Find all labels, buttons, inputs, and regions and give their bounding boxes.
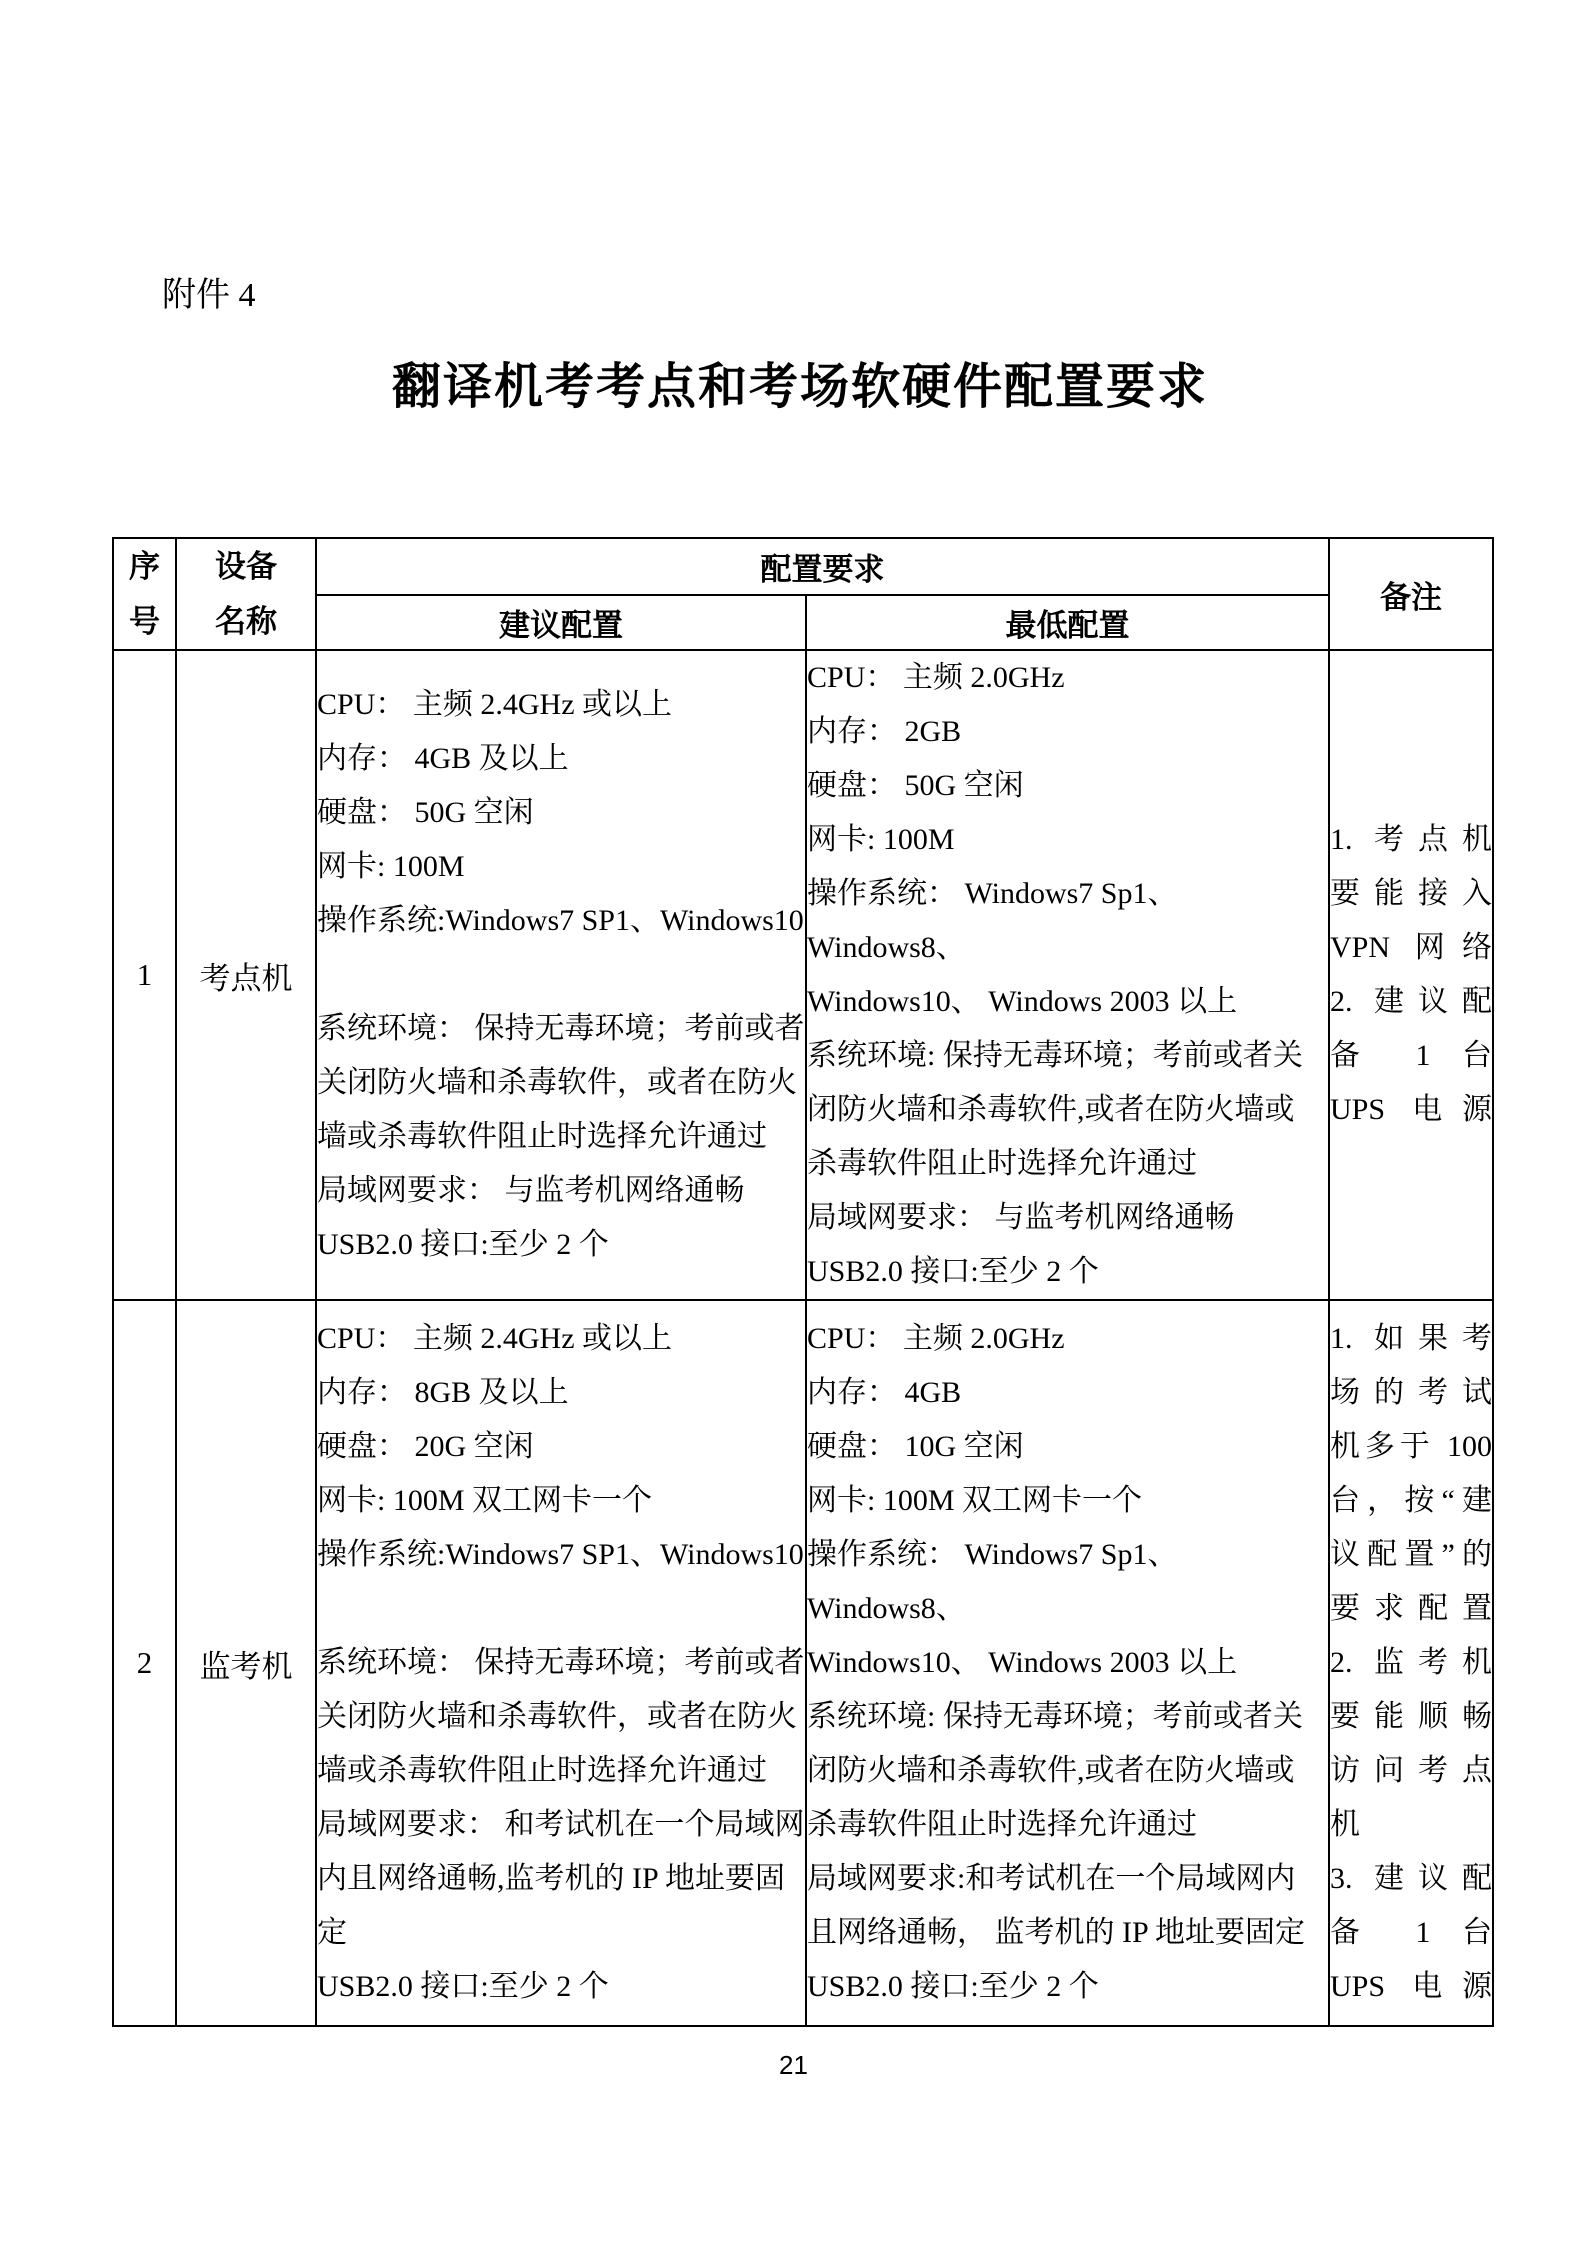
text-line: 操作系统:Windows7 SP1、Windows10: [317, 904, 804, 937]
text-line: CPU： 主频 2.0GHz: [807, 661, 1065, 694]
text-line: 闭防火墙和杀毒软件,或者在防火墙或: [807, 1754, 1295, 1787]
text-line: CPU： 主频 2.0GHz: [807, 1322, 1065, 1355]
header-remark: 备注: [1329, 538, 1493, 650]
text-line: 内且网络通畅,监考机的 IP 地址要固: [317, 1862, 786, 1895]
table-header-row-2: [113, 595, 1493, 651]
header-minimum-config: 最低配置: [806, 595, 1329, 651]
text-line: 关闭防火墙和杀毒软件，或者在防火: [317, 1066, 797, 1099]
text-line: 网卡: 100M: [807, 823, 955, 856]
text-line: 硬盘： 50G 空闲: [317, 796, 534, 829]
header-seq: [113, 538, 176, 650]
text-line: 系统环境： 保持无毒环境；考前或者: [317, 1012, 805, 1045]
text-line: 局域网要求:和考试机在一个局域网内: [807, 1862, 1296, 1895]
text-line: 议配置”的: [1330, 1538, 1492, 1571]
row-1-seq: 1: [113, 650, 176, 1300]
text-line: [317, 1582, 805, 1636]
text-line: 系统环境： 保持无毒环境；考前或者: [317, 1646, 805, 1679]
text-line: 号: [129, 604, 160, 639]
row-2-recommended-config: [316, 1300, 806, 2026]
row-2-minimum-config: [806, 1300, 1329, 2026]
attachment-label: 附件 4: [162, 277, 256, 314]
row-1-remark: [1329, 650, 1493, 1300]
text-line: 设备: [215, 549, 277, 584]
text-line: UPS 电源: [1330, 1970, 1492, 2003]
text-line: 硬盘： 50G 空闲: [807, 769, 1024, 802]
text-line: 要能顺畅: [1330, 1700, 1492, 1733]
text-line: 定: [317, 1916, 347, 1949]
page-title: 翻译机考考点和考场软硬件配置要求: [391, 359, 1208, 414]
table-header-row-1: [113, 538, 1493, 595]
text-line: 网卡: 100M 双工网卡一个: [807, 1484, 1143, 1517]
text-line: 内存： 4GB 及以上: [317, 742, 569, 775]
text-line: 内存： 2GB: [807, 715, 962, 748]
text-line: CPU： 主频 2.4GHz 或以上: [317, 1322, 673, 1355]
text-line: 备 1 台: [1330, 1916, 1492, 1949]
row-2-device-name: 监考机: [176, 1300, 316, 2026]
text-line: 闭防火墙和杀毒软件,或者在防火墙或: [807, 1093, 1295, 1126]
text-line: 1. 考点机: [1330, 823, 1492, 856]
table-row-exam-site-machine: [113, 650, 1493, 1300]
text-line: 局域网要求： 和考试机在一个局域网: [317, 1808, 805, 1841]
text-line: 硬盘： 20G 空闲: [317, 1430, 534, 1463]
text-line: 关闭防火墙和杀毒软件，或者在防火: [317, 1700, 797, 1733]
text-line: 硬盘： 10G 空闲: [807, 1430, 1024, 1463]
text-line: 名称: [215, 604, 277, 639]
text-line: 内存： 4GB: [807, 1376, 962, 1409]
page-number: 21: [779, 2050, 808, 2080]
header-recommended-config: 建议配置: [316, 595, 806, 651]
text-line: 墙或杀毒软件阻止时选择允许通过: [317, 1754, 767, 1787]
text-line: USB2.0 接口:至少 2 个: [317, 1970, 609, 2003]
text-line: 机多于 100: [1330, 1430, 1492, 1463]
text-line: UPS 电源: [1330, 1093, 1492, 1126]
text-line: VPN 网络: [1330, 931, 1492, 964]
row-1-recommended-config: [316, 650, 806, 1300]
text-line: [317, 948, 805, 1002]
text-line: 要求配置: [1330, 1592, 1492, 1625]
text-line: 网卡: 100M 双工网卡一个: [317, 1484, 653, 1517]
text-line: 2. 建议配: [1330, 985, 1492, 1018]
text-line: 局域网要求： 与监考机网络通畅: [807, 1201, 1235, 1234]
text-line: 操作系统： Windows7 Sp1、 Windows8、: [807, 1538, 1178, 1625]
row-2-seq: 2: [113, 1300, 176, 2026]
table-row-proctor-machine: [113, 1300, 1493, 2026]
text-line: Windows10、 Windows 2003 以上: [807, 1646, 1238, 1679]
text-line: Windows10、 Windows 2003 以上: [807, 985, 1238, 1018]
row-1-device-name: 考点机: [176, 650, 316, 1300]
row-1-minimum-config: [806, 650, 1329, 1300]
text-line: USB2.0 接口:至少 2 个: [807, 1970, 1099, 2003]
header-device-name: [176, 538, 316, 650]
text-line: 要能接入: [1330, 877, 1492, 910]
text-line: 序: [129, 549, 160, 584]
text-line: 系统环境: 保持无毒环境；考前或者关: [807, 1700, 1303, 1733]
text-line: 场的考试: [1330, 1376, 1492, 1409]
text-line: 网卡: 100M: [317, 850, 465, 883]
text-line: 墙或杀毒软件阻止时选择允许通过: [317, 1120, 767, 1153]
text-line: 备 1 台: [1330, 1039, 1492, 1072]
text-line: 访问考点: [1330, 1754, 1492, 1787]
text-line: 操作系统： Windows7 Sp1、 Windows8、: [807, 877, 1178, 964]
text-line: 杀毒软件阻止时选择允许通过: [807, 1808, 1197, 1841]
text-line: 操作系统:Windows7 SP1、Windows10: [317, 1538, 804, 1571]
text-line: 3. 建议配: [1330, 1862, 1492, 1895]
text-line: 机: [1330, 1808, 1360, 1841]
text-line: USB2.0 接口:至少 2 个: [807, 1255, 1099, 1288]
config-requirements-table: [112, 537, 1494, 2027]
row-2-remark: [1329, 1300, 1493, 2026]
text-line: CPU： 主频 2.4GHz 或以上: [317, 688, 673, 721]
text-line: 且网络通畅， 监考机的 IP 地址要固定: [807, 1916, 1306, 1949]
text-line: 1. 如果考: [1330, 1322, 1492, 1355]
header-config-requirements: 配置要求: [316, 538, 1329, 595]
text-line: 内存： 8GB 及以上: [317, 1376, 569, 1409]
text-line: 局域网要求： 与监考机网络通畅: [317, 1174, 745, 1207]
text-line: 台，按“建: [1330, 1484, 1492, 1517]
text-line: 杀毒软件阻止时选择允许通过: [807, 1147, 1197, 1180]
text-line: 系统环境: 保持无毒环境；考前或者关: [807, 1039, 1303, 1072]
text-line: 2. 监考机: [1330, 1646, 1492, 1679]
text-line: USB2.0 接口:至少 2 个: [317, 1228, 609, 1261]
